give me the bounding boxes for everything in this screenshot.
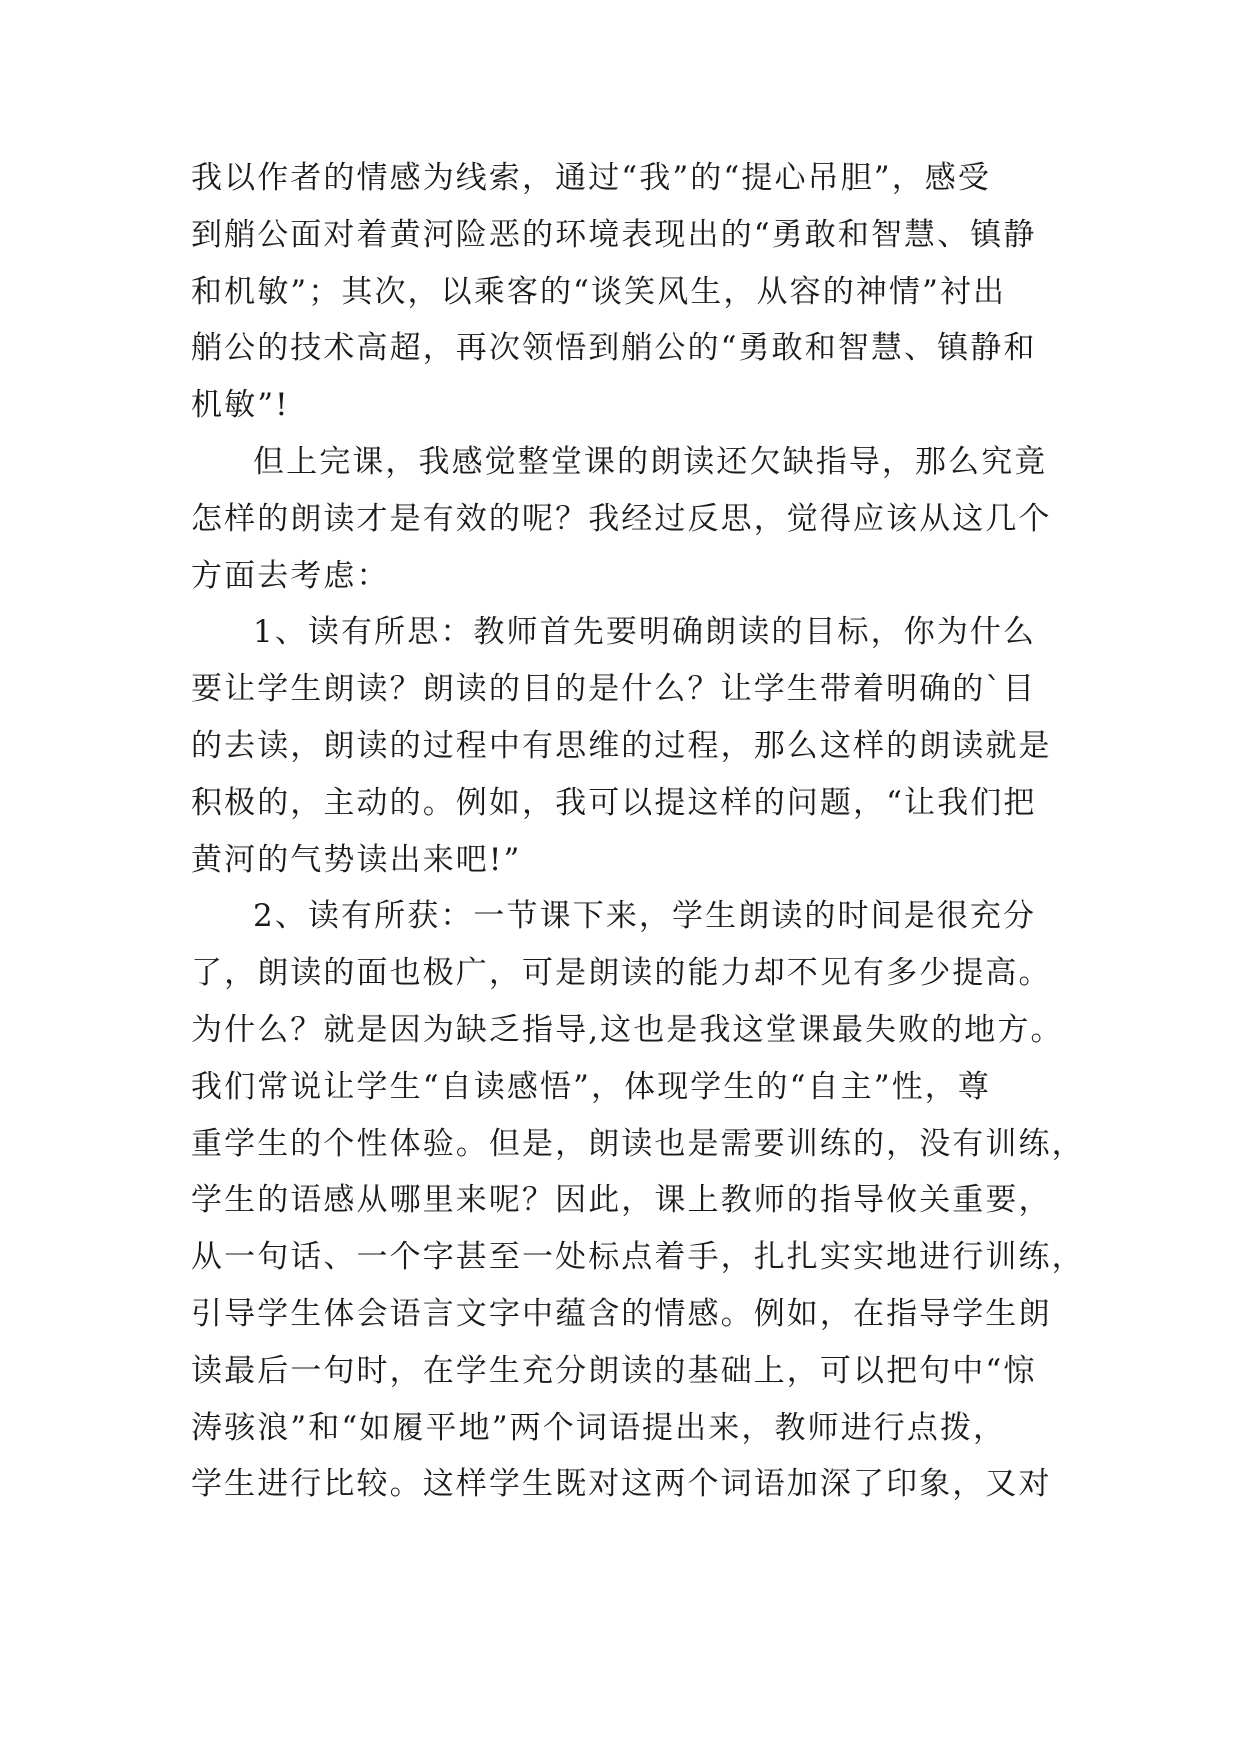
text-line: 方面去考虑： [191,557,390,594]
text-line: 学生进行比较。这样学生既对这两个词语加深了印象，又对 [191,1466,1052,1503]
text-line: 我们常说让学生“自读感悟”，体现学生的“自主”性，尊 [191,1068,991,1105]
text-line: 读最后一句时，在学生充分朗读的基础上，可以把句中“惊 [191,1352,1037,1389]
body-text [191,150,1085,1513]
paragraph-start-line: 但上完课，我感觉整堂课的朗读还欠缺指导，那么究竟 [253,443,1048,480]
text-line: 积极的，主动的。例如，我可以提这样的问题，“让我们把 [191,784,1037,821]
text-line: 要让学生朗读？朗读的目的是什么？让学生带着明确的`目 [191,671,1037,708]
text-line: 了，朗读的面也极广，可是朗读的能力却不见有多少提高。 [191,955,1052,992]
text-line: 涛骇浪”和“如履平地”两个词语提出来，教师进行点拨， [191,1409,1007,1446]
text-line: 机敏”! [191,387,290,424]
text-line: 到艄公面对着黄河险恶的环境表现出的“勇敢和智慧、镇静 [191,216,1037,253]
paragraph-start-line: 2、读有所获：一节课下来，学生朗读的时间是很充分 [253,898,1037,935]
text-line: 怎样的朗读才是有效的呢？我经过反思，觉得应该从这几个 [191,500,1052,537]
text-line: 为什么？就是因为缺乏指导,这也是我这堂课最失败的地方。 [191,1011,1064,1048]
text-line: 从一句话、一个字甚至一处标点着手，扎扎实实地进行训练， [191,1239,1085,1276]
text-line: 学生的语感从哪里来呢？因此，课上教师的指导攸关重要， [191,1182,1052,1219]
text-line: 艄公的技术高超，再次领悟到艄公的“勇敢和智慧、镇静和 [191,330,1037,367]
text-line: 引导学生体会语言文字中蕴含的情感。例如，在指导学生朗 [191,1295,1052,1332]
text-line: 的去读，朗读的过程中有思维的过程，那么这样的朗读就是 [191,727,1052,764]
text-line: 重学生的个性体验。但是，朗读也是需要训练的，没有训练， [191,1125,1085,1162]
text-line: 黄河的气势读出来吧!” [191,841,522,878]
paragraph-start-line: 1、读有所思：教师首先要明确朗读的目标，你为什么 [253,614,1037,651]
text-line: 和机敏”；其次，以乘客的“谈笑风生，从容的神情”衬出 [191,273,1007,310]
text-line: 我以作者的情感为线索，通过“我”的“提心吊胆”，感受 [191,160,991,196]
